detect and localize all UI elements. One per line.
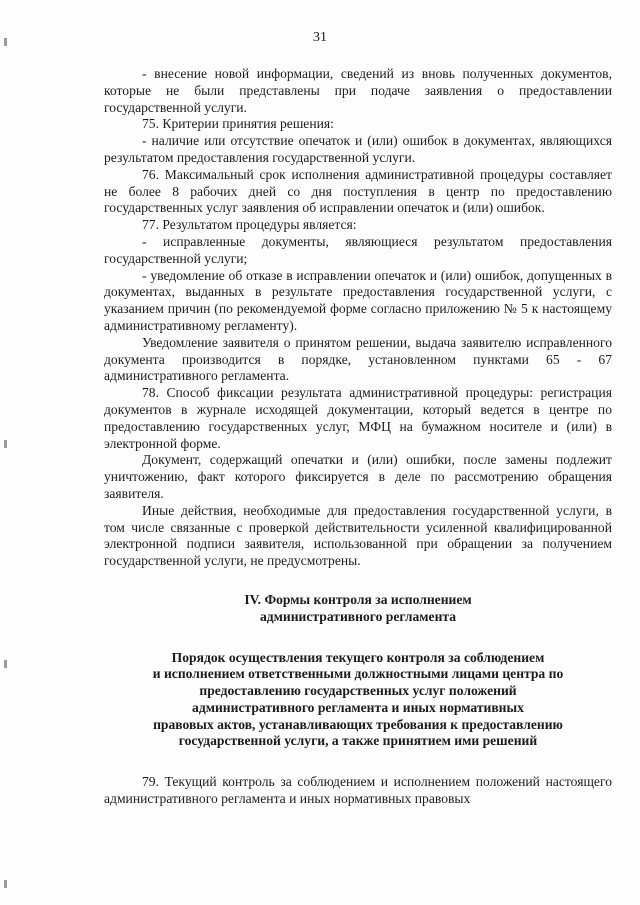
paragraph: - внесение новой информации, сведений из вновь полученных документов, которые не были представлены при подаче заявления о предоставлении государственной услуги.: [104, 66, 612, 115]
section-heading: [104, 592, 612, 626]
paragraph: 76. Максимальный срок исполнения административной процедуры составляет не более 8 рабочих дней со дня поступления в центр по предоставлению государственных услуг заявления об исправлении опечаток и (или) ошибок.: [104, 166, 612, 216]
subsection-heading: [104, 650, 612, 751]
paragraph: 78. Способ фиксации результата административной процедуры: регистрация документов в журнале исходящей документации, который ведется в центре по предоставлению государственных услуг, МФЦ на бумажном носителе и (или) в электронной форме.: [104, 385, 612, 451]
paragraph: - уведомление об отказе в исправлении опечаток и (или) ошибок, допущенных в документах, выданных в результате предоставления государственной услуги, с указанием причин (по рекомендуемой форме согласно приложению № 5 к настоящему административному регламенту).: [104, 267, 612, 333]
subsection-heading-line: правовых актов, устанавливающих требования к предоставлению: [153, 716, 563, 732]
section-heading-line: IV. Формы контроля за исполнением: [244, 591, 472, 607]
subsection-heading-line: Порядок осуществления текущего контроля за соблюдением: [171, 649, 545, 665]
paragraph: 77. Результатом процедуры является:: [142, 217, 357, 233]
paragraph: - наличие или отсутствие опечаток и (или) ошибок в документах, являющихся результатом предоставления государственной услуги.: [104, 133, 612, 165]
paragraph: - исправленные документы, являющиеся результатом предоставления государственной услуги;: [104, 233, 612, 266]
paragraph: 75. Критерии принятия решения:: [142, 116, 334, 132]
binding-margin-marks: [4, 0, 10, 905]
subsection-heading-line: и исполнением ответственными должностными лицами центра по: [152, 666, 564, 682]
paragraph: Уведомление заявителя о принятом решении, выдача заявителю исправленного документа производится в порядке, установленном пунктами 65 - 67 административного регламента.: [104, 334, 612, 384]
subsection-heading-line: предоставлению государственных услуг положений: [199, 683, 517, 699]
subsection-heading-line: административного регламента и иных нормативных: [192, 699, 524, 715]
paragraph: 79. Текущий контроль за соблюдением и исполнением положений настоящего административного регламента и иных нормативных правовых: [104, 774, 612, 807]
paragraph-group: [104, 66, 612, 570]
paragraph: Документ, содержащий опечатки и (или) ошибки, после замены подлежит уничтожению, факт которого фиксируется в деле по рассмотрению обращения заявителя.: [104, 452, 612, 501]
page-number: 31: [313, 30, 327, 45]
paragraph: Иные действия, необходимые для предоставления государственной услуги, в том числе связанные с проверкой действительности усиленной квалифицированной электронной подписи заявителя, использованной при обращении за получением государственной услуги, не предусмотрены.: [104, 502, 612, 569]
subsection-heading-line: государственной услуги, а также принятием ими решений: [178, 733, 538, 749]
section-heading-line: административного регламента: [259, 608, 457, 624]
document-body: [104, 66, 612, 808]
